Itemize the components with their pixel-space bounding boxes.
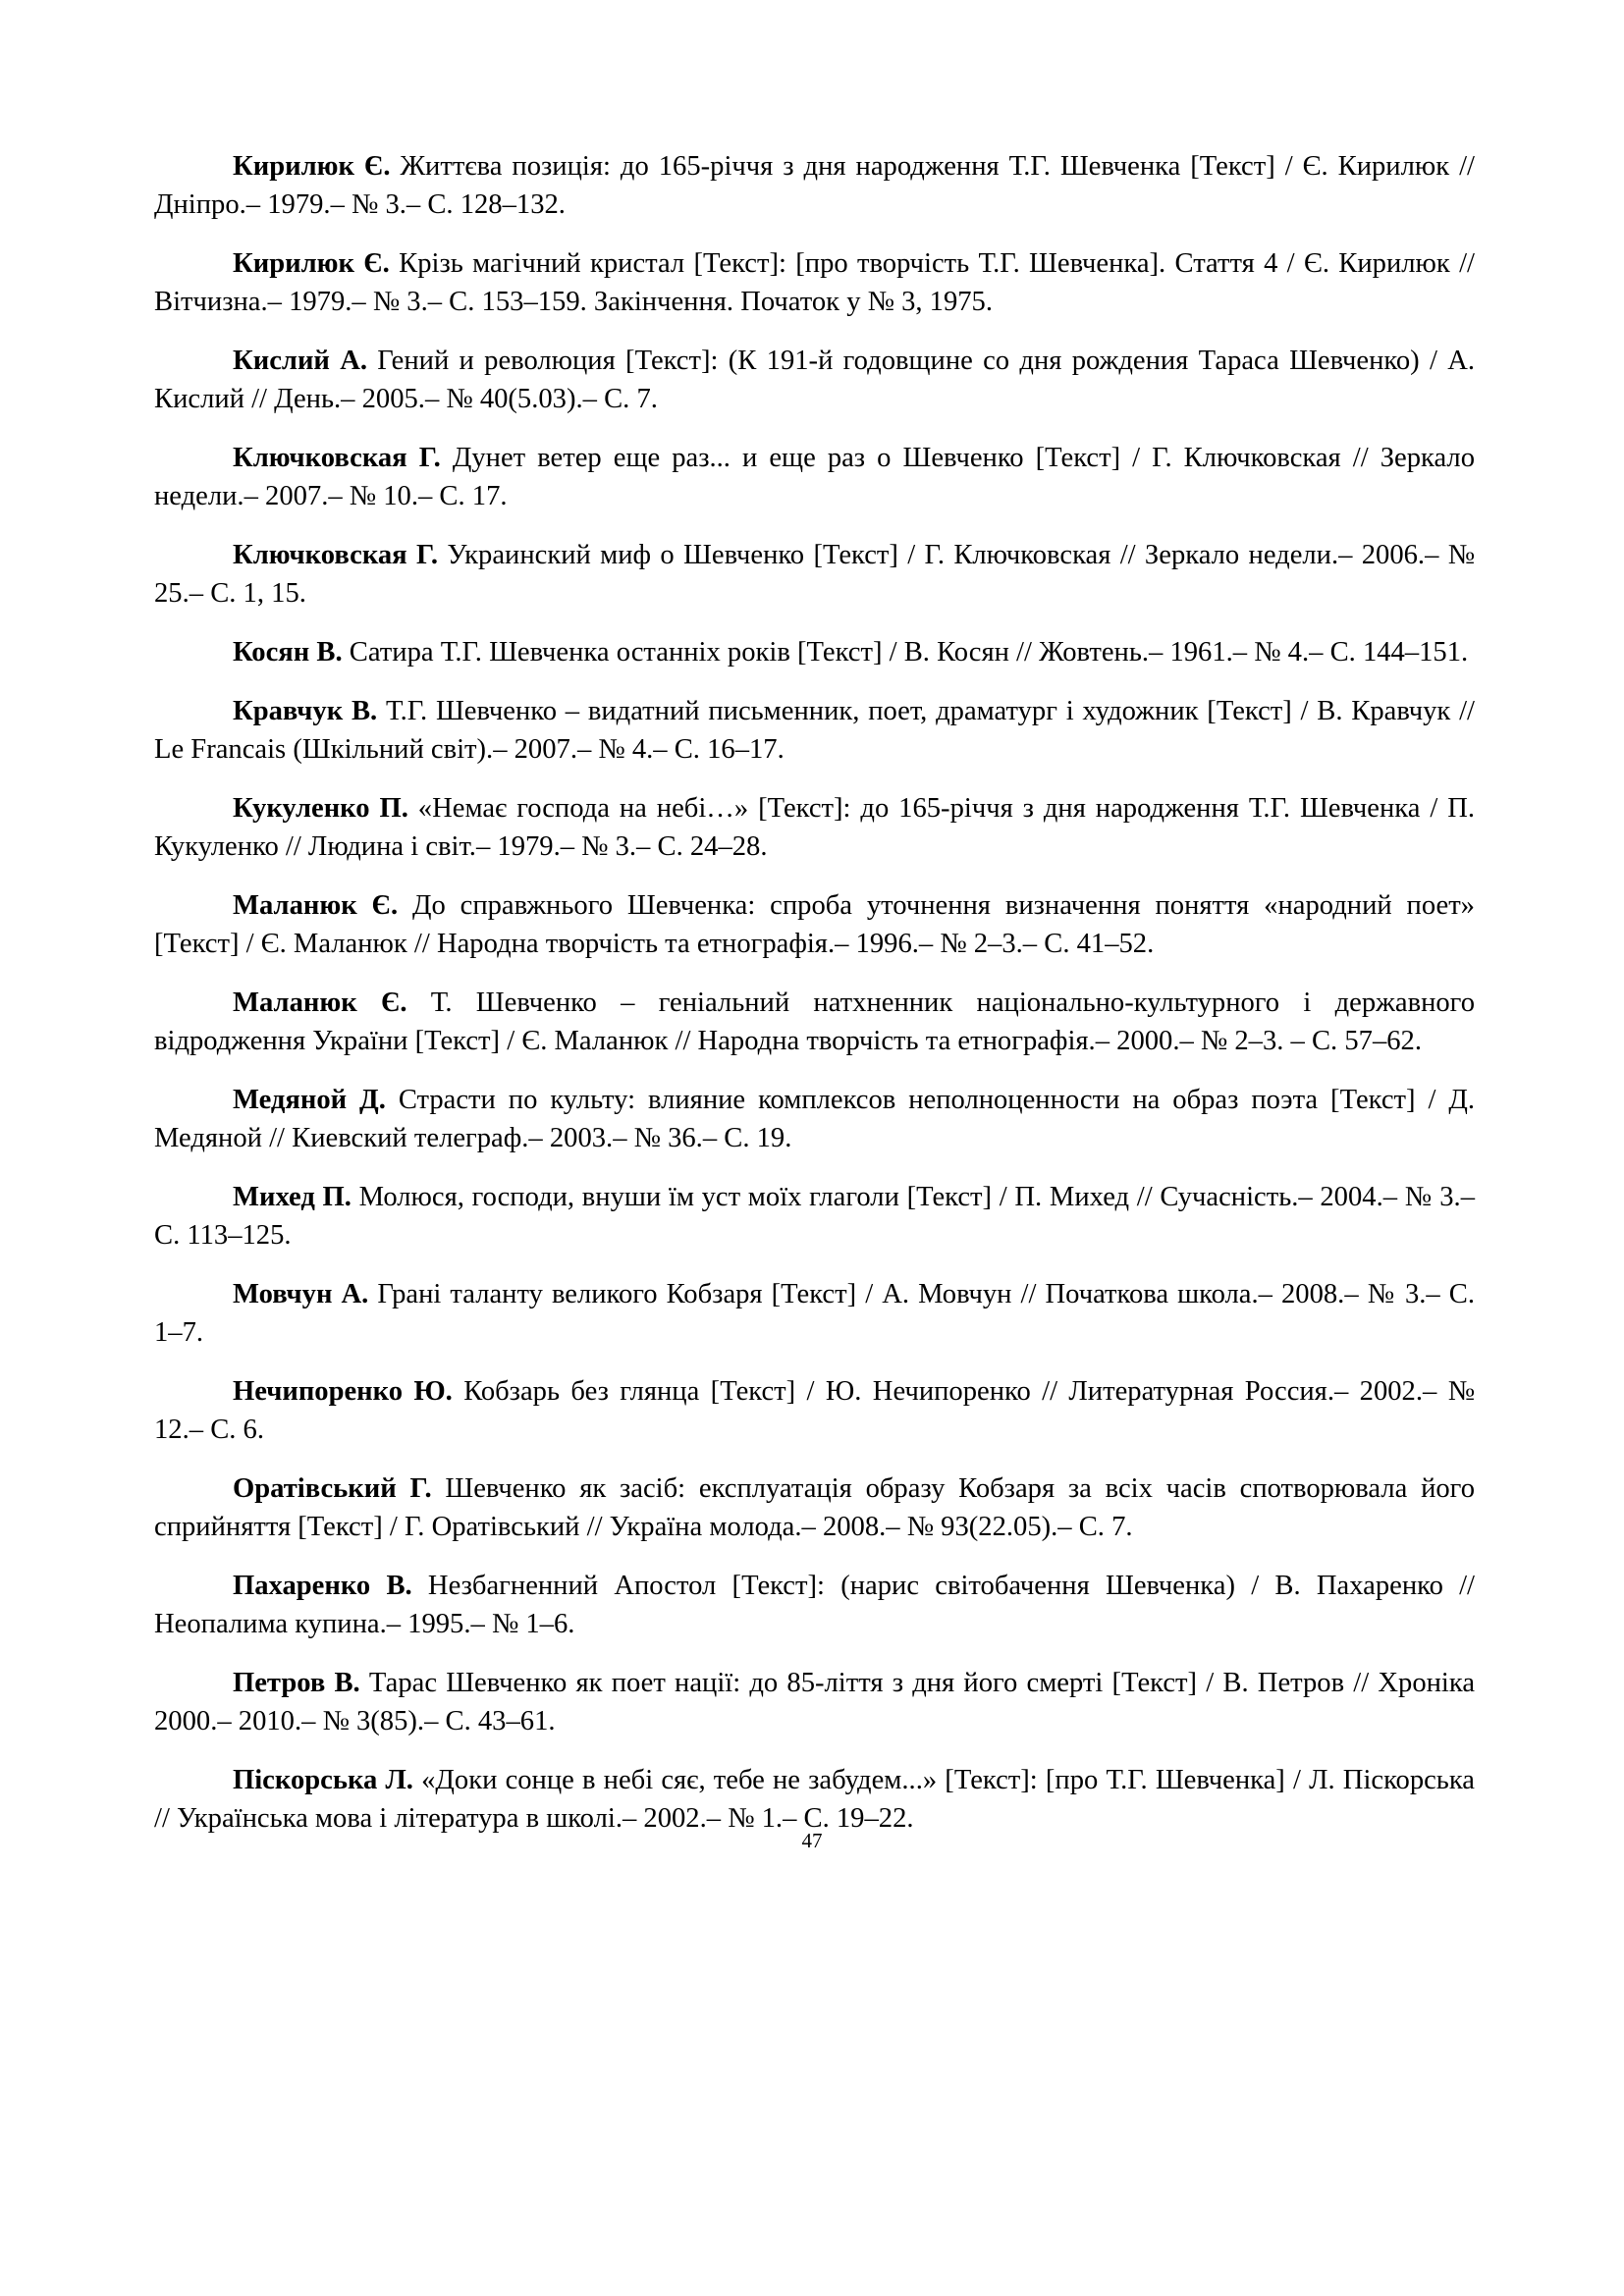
entry-text: «Немає господа на небі…» [Текст]: до 165-річчя з дня народження Т.Г. Шевченка / П. Кукуленко // Людина і світ.– 1979.– № 3.– С. 24–28. — [154, 793, 1475, 862]
entry-author: Петров В. — [233, 1668, 360, 1698]
bibliography-entry — [154, 439, 1475, 515]
entry-author: Маланюк Є. — [233, 890, 399, 921]
entry-author: Маланюк Є. — [233, 988, 407, 1018]
entry-text: Життєва позиція: до 165-річчя з дня народження Т.Г. Шевченка [Текст] / Є. Кирилюк // Дніпро.– 1979.– № 3.– С. 128–132. — [154, 151, 1475, 220]
page-number: 47 — [801, 1829, 823, 1852]
bibliography-entry — [154, 789, 1475, 866]
bibliography-entry — [154, 984, 1475, 1060]
entry-text: Т.Г. Шевченко – видатний письменник, поет, драматург і художник [Текст] / В. Кравчук // Le Francais (Шкільний світ).– 2007.– № 4.– С. 16–17. — [154, 696, 1475, 765]
entry-text: Тарас Шевченко як поет нації: до 85-ліття з дня його смерті [Текст] / В. Петров // Хроніка 2000.– 2010.– № 3(85).– С. 43–61. — [154, 1668, 1476, 1736]
entry-author: Піскорська Л. — [233, 1765, 413, 1795]
entry-text: Шевченко як засіб: експлуатація образу Кобзаря за всіх часів спотворювала його сприйняття [Текст] / Г. Оратівський // Україна молода.– 2008.– № 93(22.05).– С. 7. — [154, 1473, 1475, 1542]
entry-author: Кирилюк Є. — [233, 151, 391, 182]
bibliography-entry — [154, 1275, 1475, 1352]
entry-text: Т. Шевченко – геніальний натхненник національно-культурного і державного відродження України [Текст] / Є. Маланюк // Народна творчість та етнографія.– 2000.– № 2–3. – С. 57–62. — [154, 988, 1475, 1056]
entry-text: Сатира Т.Г. Шевченка останніх років [Текст] / В. Косян // Жовтень.– 1961.– № 4.– С. 144–151. — [342, 637, 1469, 667]
entry-author: Пахаренко В. — [233, 1571, 412, 1601]
entry-text: Крізь магічний кристал [Текст]: [про творчість Т.Г. Шевченка]. Стаття 4 / Є. Кирилюк // Вітчизна.– 1979.– № 3.– С. 153–159. Закінчення. Початок у № 3, 1975. — [154, 248, 1475, 317]
bibliography-entry — [154, 692, 1475, 769]
bibliography-entry — [154, 1372, 1475, 1449]
bibliography-entry — [154, 1761, 1475, 1838]
entry-text: Грані таланту великого Кобзаря [Текст] / А. Мовчун // Початкова школа.– 2008.– № 3.– С. 1–7. — [154, 1279, 1475, 1348]
entry-author: Михед П. — [233, 1182, 352, 1212]
entry-author: Ключковская Г. — [233, 443, 441, 473]
entry-text: Гений и революция [Текст]: (К 191-й годовщине со дня рождения Тараса Шевченко) / А. Кислий // День.– 2005.– № 40(5.03).– С. 7. — [154, 346, 1476, 414]
entry-author: Мовчун А. — [233, 1279, 369, 1309]
bibliography-entry — [154, 147, 1475, 224]
bibliography-entry — [154, 633, 1475, 671]
bibliography-entry — [154, 536, 1475, 613]
entry-text: Дунет ветер еще раз... и еще раз о Шевченко [Текст] / Г. Ключковская // Зеркало недели.– 2007.– № 10.– С. 17. — [154, 443, 1475, 511]
entry-text: Страсти по культу: влияние комплексов неполноценности на образ поэта [Текст] / Д. Медяной // Киевский телеграф.– 2003.– № 36.– С. 19. — [154, 1085, 1476, 1153]
bibliography-entry — [154, 886, 1475, 963]
entry-text: Молюся, господи, внуши їм уст моїх глаголи [Текст] / П. Михед // Сучасність.– 2004.– № 3.– С. 113–125. — [154, 1182, 1475, 1251]
entry-author: Кирилюк Є. — [233, 248, 390, 279]
entry-author: Нечипоренко Ю. — [233, 1376, 453, 1407]
bibliography-entry — [154, 342, 1475, 418]
bibliography-entry — [154, 1469, 1475, 1546]
bibliography-entry — [154, 1178, 1475, 1255]
entry-author: Оратівський Г. — [233, 1473, 432, 1504]
bibliography-entry — [154, 1664, 1475, 1740]
bibliography-entry — [154, 1567, 1475, 1643]
entry-author: Косян В. — [233, 637, 343, 667]
bibliography-entry — [154, 244, 1475, 321]
entry-text: «Доки сонце в небі сяє, тебе не забудем...» [Текст]: [про Т.Г. Шевченка] / Л. Піскорська // Українська мова і література в школі.– 2002.– № 1.– С. 19–22. — [154, 1765, 1475, 1834]
bibliography-entry — [154, 1081, 1475, 1157]
entry-text: До справжнього Шевченка: спроба уточнення визначення поняття «народний поет» [Текст] / Є. Маланюк // Народна творчість та етнографія.– 1996.– № 2–3.– С. 41–52. — [154, 890, 1475, 959]
entry-author: Ключковская Г. — [233, 540, 439, 570]
bibliography-list — [154, 147, 1475, 1858]
entry-author: Кислий А. — [233, 346, 367, 376]
entry-text: Кобзарь без глянца [Текст] / Ю. Нечипоренко // Литературная Россия.– 2002.– № 12.– С. 6. — [154, 1376, 1475, 1445]
entry-author: Кукуленко П. — [233, 793, 408, 824]
entry-text: Украинский миф о Шевченко [Текст] / Г. Ключковская // Зеркало недели.– 2006.– № 25.– С. 1, 15. — [154, 540, 1475, 609]
entry-author: Кравчук В. — [233, 696, 378, 726]
entry-author: Медяной Д. — [233, 1085, 386, 1115]
entry-text: Незбагненний Апостол [Текст]: (нарис світобачення Шевченка) / В. Пахаренко // Неопалима купина.– 1995.– № 1–6. — [154, 1571, 1475, 1639]
